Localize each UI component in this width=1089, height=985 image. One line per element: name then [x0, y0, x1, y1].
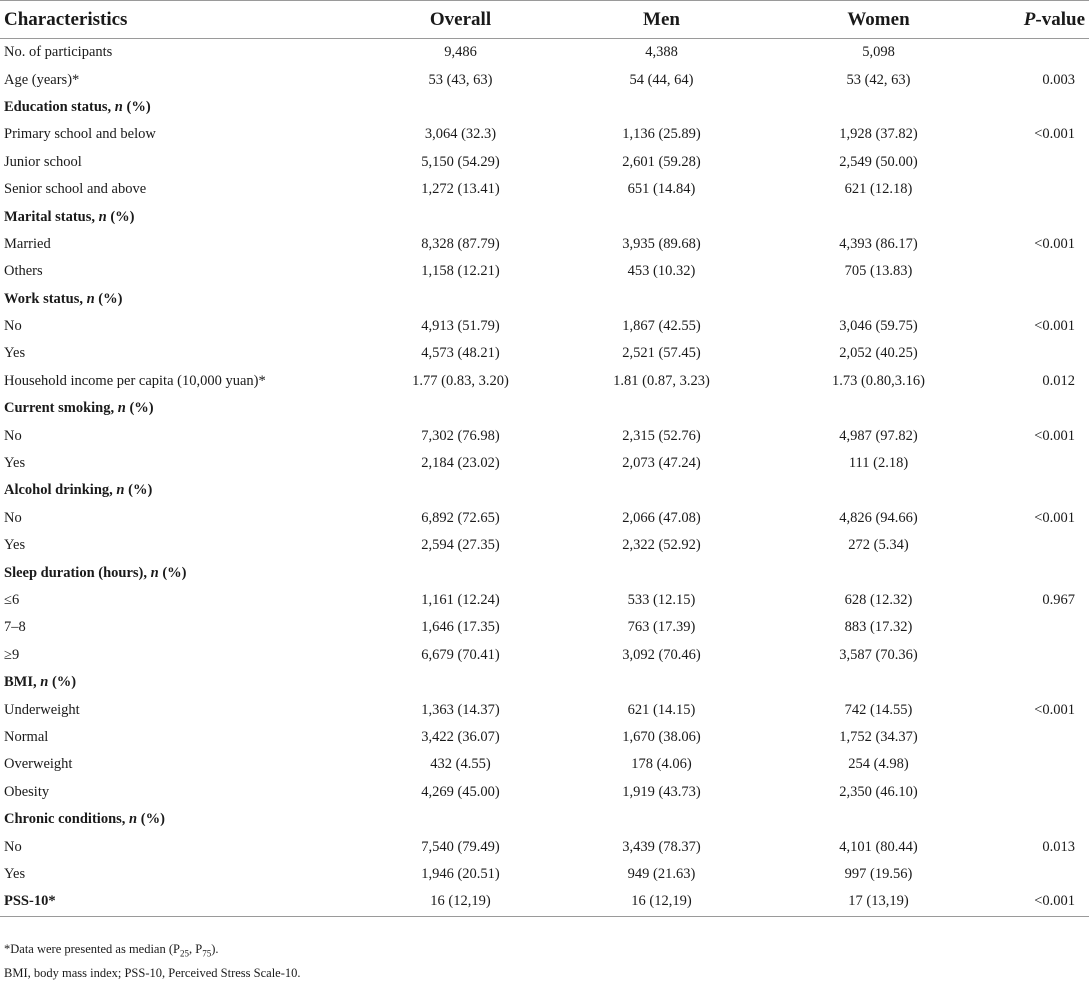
cell-p-value: <0.001 — [1034, 701, 1075, 718]
cell-women: 3,046 (59.75) — [839, 318, 918, 335]
cell-overall: 7,302 (76.98) — [421, 427, 500, 444]
table-row — [0, 340, 1089, 367]
table-row — [0, 231, 1089, 258]
row-label: Junior school — [4, 153, 82, 170]
cell-p-value — [995, 340, 1089, 367]
cell-women: 5,098 — [862, 44, 895, 61]
cell-overall: 1,158 (12.21) — [421, 263, 500, 280]
cell-p-value — [995, 39, 1089, 67]
row-label: Primary school and below — [4, 126, 156, 143]
cell-p-value: 0.013 — [1042, 838, 1075, 855]
header-women: Women — [762, 1, 995, 39]
cell-men: 949 (21.63) — [627, 865, 696, 882]
cell-overall: 4,573 (48.21) — [421, 345, 500, 362]
cell-women: 742 (14.55) — [844, 701, 913, 718]
cell-p-value — [995, 149, 1089, 176]
section-label: Alcohol drinking, n (%) — [4, 482, 153, 499]
row-label: Yes — [4, 537, 26, 554]
cell-p-value: <0.001 — [995, 888, 1089, 916]
section-row — [0, 94, 1089, 121]
cell-overall: 1,272 (13.41) — [421, 181, 500, 198]
header-p-value — [995, 1, 1089, 39]
cell-men: 621 (14.15) — [627, 701, 696, 718]
cell-women: 4,987 (97.82) — [839, 427, 918, 444]
row-label: Household income per capita (10,000 yuan)* — [4, 372, 266, 389]
cell-overall: 1,946 (20.51) — [421, 865, 500, 882]
cell-overall: 3,422 (36.07) — [421, 728, 500, 745]
header-p-italic: P — [1023, 8, 1036, 30]
cell-women: 883 (17.32) — [844, 619, 913, 636]
header-p-rest: -value — [1035, 8, 1085, 30]
table-row — [0, 724, 1089, 751]
cell-women: 4,101 (80.44) — [839, 838, 918, 855]
row-label: Yes — [4, 865, 26, 882]
table-row — [0, 176, 1089, 203]
table-row — [0, 587, 1089, 614]
row-label: Senior school and above — [4, 181, 147, 198]
header-men: Men — [561, 1, 762, 39]
cell-women: 3,587 (70.36) — [839, 646, 918, 663]
cell-overall: 53 (43, 63) — [428, 71, 493, 88]
cell-overall: 4,913 (51.79) — [421, 318, 500, 335]
cell-women: 2,549 (50.00) — [839, 153, 918, 170]
footnote-abbreviations: BMI, body mass index; PSS-10, Perceived Stress Scale-10. — [4, 965, 301, 980]
row-label: No. of participants — [4, 44, 113, 61]
cell-women: 1,752 (34.37) — [839, 728, 918, 745]
cell-p-value: 0.012 — [1042, 372, 1075, 389]
row-label: ≤6 — [4, 592, 20, 608]
table-row — [0, 450, 1089, 477]
cell-women: 272 (5.34) — [848, 537, 909, 554]
section-label: Education status, n (%) — [4, 98, 151, 115]
cell-men: 2,322 (52.92) — [622, 537, 701, 554]
cell-men: 3,935 (89.68) — [622, 235, 701, 252]
row-label: No — [4, 509, 22, 526]
cell-women: 17 (13,19) — [762, 888, 995, 916]
table-body — [0, 39, 1089, 917]
row-label: Overweight — [4, 756, 73, 773]
cell-overall: 9,486 — [444, 44, 477, 61]
table-row — [0, 505, 1089, 532]
row-label: Age (years)* — [4, 71, 80, 88]
cell-overall: 16 (12,19) — [360, 888, 561, 916]
cell-women: 254 (4.98) — [848, 756, 909, 773]
cell-p-value — [995, 614, 1089, 641]
cell-overall: 1.77 (0.83, 3.20) — [412, 372, 509, 389]
cell-p-value: <0.001 — [1034, 318, 1075, 335]
section-row — [0, 559, 1089, 586]
cell-men: 763 (17.39) — [627, 619, 696, 636]
header-row — [0, 1, 1089, 39]
table-row — [0, 751, 1089, 778]
cell-women: 53 (42, 63) — [846, 71, 911, 88]
table-row — [0, 833, 1089, 860]
cell-p-value: 0.967 — [1042, 592, 1075, 608]
cell-p-value — [995, 450, 1089, 477]
cell-men: 533 (12.15) — [627, 592, 696, 608]
footnote-median: *Data were presented as median ($P_{25}$, $P_{75}$). — [4, 942, 219, 959]
cell-women: 2,350 (46.10) — [839, 783, 918, 800]
cell-overall: 432 (4.55) — [430, 756, 491, 773]
cell-women: 4,826 (94.66) — [839, 509, 918, 526]
section-row — [0, 203, 1089, 230]
cell-p-value — [995, 176, 1089, 203]
header-overall: Overall — [360, 1, 561, 39]
row-label: Underweight — [4, 701, 80, 718]
cell-men: 2,073 (47.24) — [622, 455, 701, 472]
cell-men: 453 (10.32) — [627, 263, 696, 280]
section-row — [0, 669, 1089, 696]
cell-overall: 2,184 (23.02) — [421, 455, 500, 472]
table-row — [0, 258, 1089, 285]
table-row — [0, 642, 1089, 669]
table-row — [0, 779, 1089, 806]
cell-women: 4,393 (86.17) — [839, 235, 918, 252]
cell-women: 705 (13.83) — [844, 263, 913, 280]
table-row — [0, 888, 1089, 916]
cell-overall: 8,328 (87.79) — [421, 235, 500, 252]
cell-p-value — [995, 751, 1089, 778]
table-row — [0, 532, 1089, 559]
cell-overall: 5,150 (54.29) — [421, 153, 500, 170]
table-row — [0, 66, 1089, 93]
section-row — [0, 806, 1089, 833]
cell-p-value — [995, 642, 1089, 669]
table-row — [0, 39, 1089, 67]
cell-men: 651 (14.84) — [627, 181, 696, 198]
table-row — [0, 121, 1089, 148]
table-row — [0, 861, 1089, 888]
row-label: Yes — [4, 345, 26, 362]
section-label: Marital status, n (%) — [4, 208, 135, 225]
cell-overall: 6,892 (72.65) — [421, 509, 500, 526]
cell-women: 628 (12.32) — [844, 592, 913, 608]
cell-overall: 7,540 (79.49) — [421, 838, 500, 855]
cell-men: 1,867 (42.55) — [622, 318, 701, 335]
cell-p-value — [995, 724, 1089, 751]
row-label: No — [4, 838, 22, 855]
cell-overall: 3,064 (32.3) — [424, 126, 497, 143]
cell-overall: 1,646 (17.35) — [421, 619, 500, 636]
cell-p-value: <0.001 — [1034, 235, 1075, 252]
row-label: Married — [4, 235, 51, 252]
table-row — [0, 696, 1089, 723]
cell-p-value — [995, 532, 1089, 559]
footnotes — [4, 940, 301, 983]
cell-men: 4,388 — [645, 44, 678, 61]
cell-men: 2,066 (47.08) — [622, 509, 701, 526]
cell-women: 111 (2.18) — [848, 455, 909, 472]
cell-men: 1,919 (43.73) — [622, 783, 701, 800]
cell-p-value — [995, 258, 1089, 285]
row-label: PSS-10* — [0, 888, 360, 916]
cell-overall: 1,363 (14.37) — [421, 701, 500, 718]
table-row — [0, 614, 1089, 641]
cell-women: 1.73 (0.80,3.16) — [831, 372, 926, 389]
section-label: Work status, n (%) — [4, 290, 123, 307]
cell-p-value — [995, 779, 1089, 806]
table-row — [0, 422, 1089, 449]
row-label: No — [4, 318, 22, 335]
cell-men: 1.81 (0.87, 3.23) — [613, 372, 710, 389]
table-row — [0, 313, 1089, 340]
section-label: BMI, n (%) — [4, 674, 77, 691]
cell-p-value: <0.001 — [1034, 509, 1075, 526]
cell-men: 2,315 (52.76) — [622, 427, 701, 444]
cell-women: 997 (19.56) — [844, 865, 913, 882]
cell-men: 1,670 (38.06) — [622, 728, 701, 745]
row-label: No — [4, 427, 22, 444]
table-row — [0, 368, 1089, 395]
row-label: Normal — [4, 728, 49, 745]
cell-p-value — [995, 861, 1089, 888]
table-row — [0, 149, 1089, 176]
section-label: Current smoking, n (%) — [4, 400, 154, 417]
cell-p-value: 0.003 — [1042, 71, 1075, 88]
cell-overall: 2,594 (27.35) — [421, 537, 500, 554]
row-label: ≥9 — [4, 646, 20, 663]
section-row — [0, 395, 1089, 422]
cell-women: 2,052 (40.25) — [839, 345, 918, 362]
row-label: 7–8 — [4, 619, 26, 636]
section-row — [0, 286, 1089, 313]
cell-overall: 4,269 (45.00) — [421, 783, 500, 800]
cell-overall: 6,679 (70.41) — [421, 646, 500, 663]
section-label: Chronic conditions, n (%) — [4, 811, 165, 828]
section-label: Sleep duration (hours), n (%) — [4, 564, 187, 581]
section-row — [0, 477, 1089, 504]
cell-men: 2,521 (57.45) — [622, 345, 701, 362]
cell-men: 3,092 (70.46) — [622, 646, 701, 663]
cell-men: 1,136 (25.89) — [622, 126, 701, 143]
cell-women: 1,928 (37.82) — [839, 126, 918, 143]
cell-p-value: <0.001 — [1034, 427, 1075, 444]
header-characteristics: Characteristics — [0, 1, 360, 39]
cell-overall: 1,161 (12.24) — [421, 592, 500, 608]
cell-men: 2,601 (59.28) — [622, 153, 701, 170]
cell-women: 621 (12.18) — [844, 181, 913, 198]
row-label: Obesity — [4, 783, 50, 800]
cell-men: 54 (44, 64) — [629, 71, 694, 88]
cell-men: 3,439 (78.37) — [622, 838, 701, 855]
cell-p-value: <0.001 — [1034, 126, 1075, 143]
row-label: Others — [4, 263, 43, 280]
row-label: Yes — [4, 455, 26, 472]
cell-men: 16 (12,19) — [561, 888, 762, 916]
cell-men: 178 (4.06) — [631, 756, 692, 773]
